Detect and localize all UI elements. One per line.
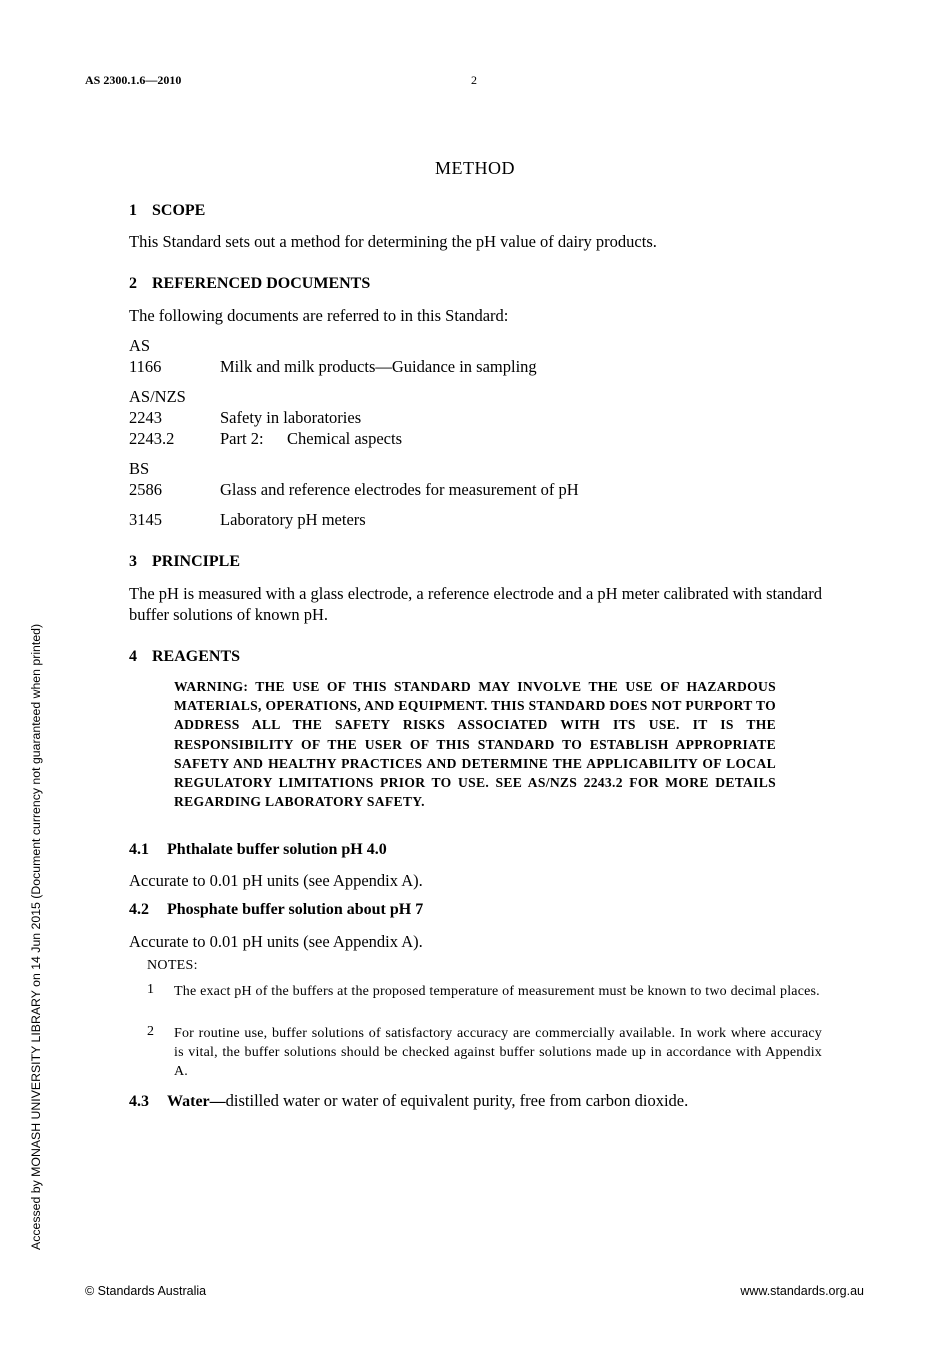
ref-title: Glass and reference electrodes for measurement of pH — [220, 480, 579, 499]
section-principle-heading — [129, 553, 240, 571]
standard-id: AS 2300.1.6—2010 — [85, 73, 182, 87]
section-number: 2 — [129, 275, 137, 292]
notes-label: NOTES: — [147, 958, 198, 973]
note-number: 1 — [147, 982, 154, 997]
principle-text: The pH is measured with a glass electrode, a reference electrode and a pH meter calibrated with standard buffer solutions of known pH. — [129, 584, 822, 624]
subsection-title: Phthalate buffer solution pH 4.0 — [167, 841, 387, 858]
ref-part: Part 2: — [220, 429, 264, 448]
method-title: METHOD — [435, 158, 515, 178]
subsection-title: Phosphate buffer solution about pH 7 — [167, 901, 424, 918]
subsection-text: distilled water or water of equivalent purity, free from carbon dioxide. — [225, 1091, 689, 1110]
section-title: REAGENTS — [152, 648, 241, 665]
subsection-4-1-text: Accurate to 0.01 pH units (see Appendix A). — [129, 871, 423, 890]
safety-warning: WARNING: THE USE OF THIS STANDARD MAY INVOLVE THE USE OF HAZARDOUS MATERIALS, OPERATIONS, AND EQUIPMENT. THIS STANDARD DOES NOT PURPORT TO ADDRESS ALL THE SAFETY RISKS ASSOCIATED WITH ITS USE. IT IS THE RESPONSIBILITY OF THE USER OF THIS STANDARD TO ESTABLISH APPROPRIATE SAFETY AND HEALTHY PRACTICES AND DETERMINE THE APPLICABILITY OF LOCAL REGULATORY LIMITATIONS PRIOR TO USE. SEE AS/NZS 2243.2 FOR MORE DETAILS REGARDING LABORATORY SAFETY. — [174, 679, 776, 810]
note-text: For routine use, buffer solutions of satisfactory accuracy are commercially available. In work where accuracy is vital, the buffer solutions should be checked against buffer solutions made up in accordance with Appendix A. — [174, 1026, 822, 1079]
section-number: 3 — [129, 553, 137, 570]
ref-title: Chemical aspects — [287, 429, 403, 448]
section-number: 4 — [129, 648, 137, 665]
footer-website: www.standards.org.au — [740, 1284, 864, 1298]
subsection-title: Water— — [167, 1093, 226, 1110]
subsection-4-3 — [129, 1091, 688, 1111]
page-number: 2 — [471, 73, 477, 87]
section-title: REFERENCED DOCUMENTS — [152, 275, 371, 292]
section-referenced-heading — [129, 275, 370, 293]
scope-text: This Standard sets out a method for determining the pH value of dairy products. — [129, 232, 657, 251]
ref-code: 2243 — [129, 408, 162, 427]
referenced-intro: The following documents are referred to in this Standard: — [129, 306, 509, 325]
section-scope-heading — [129, 202, 205, 220]
ref-org-bs: BS — [129, 459, 150, 478]
note-text: The exact pH of the buffers at the proposed temperature of measurement must be known to two decimal places. — [174, 984, 820, 999]
subsection-4-1-heading — [129, 841, 387, 859]
section-number: 1 — [129, 202, 137, 219]
section-reagents-heading — [129, 648, 240, 666]
ref-org-asnzs: AS/NZS — [129, 387, 186, 406]
ref-title: Milk and milk products—Guidance in sampling — [220, 357, 537, 376]
ref-code: 1166 — [129, 357, 162, 376]
subsection-number: 4.2 — [129, 901, 149, 918]
ref-org-as: AS — [129, 336, 151, 355]
section-title: PRINCIPLE — [152, 553, 241, 570]
ref-title: Laboratory pH meters — [220, 510, 366, 529]
ref-code: 2243.2 — [129, 429, 175, 448]
ref-code: 3145 — [129, 510, 162, 529]
ref-title: Safety in laboratories — [220, 408, 362, 427]
footer-copyright: © Standards Australia — [85, 1284, 207, 1298]
subsection-4-2-text: Accurate to 0.01 pH units (see Appendix A). — [129, 932, 423, 951]
subsection-4-2-heading — [129, 901, 423, 919]
note-number: 2 — [147, 1024, 154, 1039]
section-title: SCOPE — [152, 202, 206, 219]
ref-code: 2586 — [129, 480, 162, 499]
access-watermark: Accessed by MONASH UNIVERSITY LIBRARY on 14 Jun 2015 (Document currency not guaranteed when printed) — [29, 623, 43, 1250]
subsection-number: 4.3 — [129, 1093, 149, 1110]
subsection-number: 4.1 — [129, 841, 149, 858]
